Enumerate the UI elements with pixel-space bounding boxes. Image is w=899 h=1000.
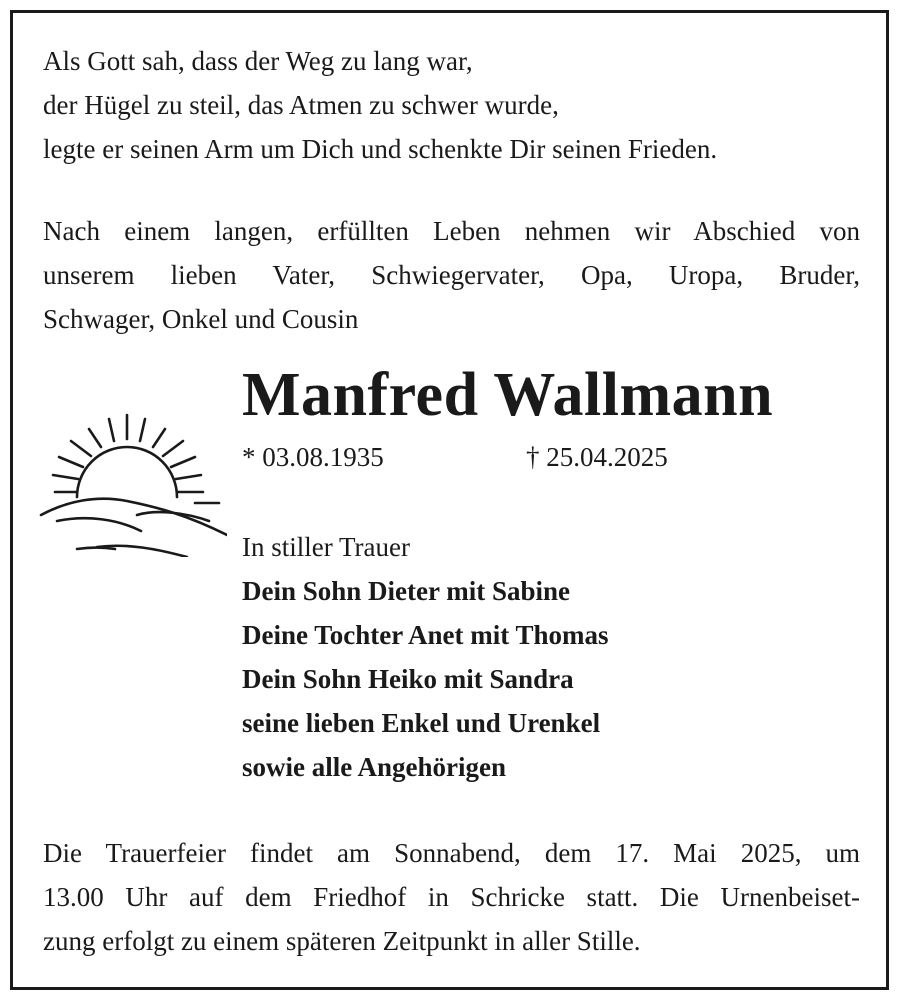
death-date: † 25.04.2025	[526, 442, 668, 472]
deceased-name: Manfred Wallmann	[242, 361, 774, 429]
notice-block	[43, 831, 860, 963]
intro-block	[43, 209, 860, 341]
obituary-frame	[10, 10, 889, 990]
intro-line: unserem lieben Vater, Schwiegervater, Opa, Uropa, Bruder,	[43, 260, 860, 290]
poem-line: Als Gott sah, dass der Weg zu lang war,	[43, 46, 473, 76]
mourner-line: seine lieben Enkel und Urenkel	[242, 708, 601, 738]
mourner-line: Dein Sohn Dieter mit Sabine	[242, 576, 571, 606]
intro-line: Schwager, Onkel und Cousin	[43, 304, 359, 334]
mourner-line: Dein Sohn Heiko mit Sandra	[242, 664, 574, 694]
mourner-line: Deine Tochter Anet mit Thomas	[242, 620, 609, 650]
sunset-over-hills-icon	[37, 397, 227, 557]
mourners-block	[242, 525, 609, 789]
birth-date: * 03.08.1935	[242, 442, 384, 472]
poem-block	[43, 39, 860, 171]
mourner-line: sowie alle Angehörigen	[242, 752, 506, 782]
intro-line: Nach einem langen, erfüllten Leben nehmen wir Abschied von	[43, 216, 860, 246]
poem-line: der Hügel zu steil, das Atmen zu schwer wurde,	[43, 90, 559, 120]
notice-line: zung erfolgt zu einem späteren Zeitpunkt in aller Stille.	[43, 926, 641, 956]
mourners-heading: In stiller Trauer	[242, 532, 410, 562]
notice-line: Die Trauerfeier findet am Sonnabend, dem 17. Mai 2025, um	[43, 838, 860, 868]
poem-line: legte er seinen Arm um Dich und schenkte Dir seinen Frieden.	[43, 134, 718, 164]
notice-line: 13.00 Uhr auf dem Friedhof in Schricke statt. Die Urnenbeiset-	[43, 882, 860, 912]
